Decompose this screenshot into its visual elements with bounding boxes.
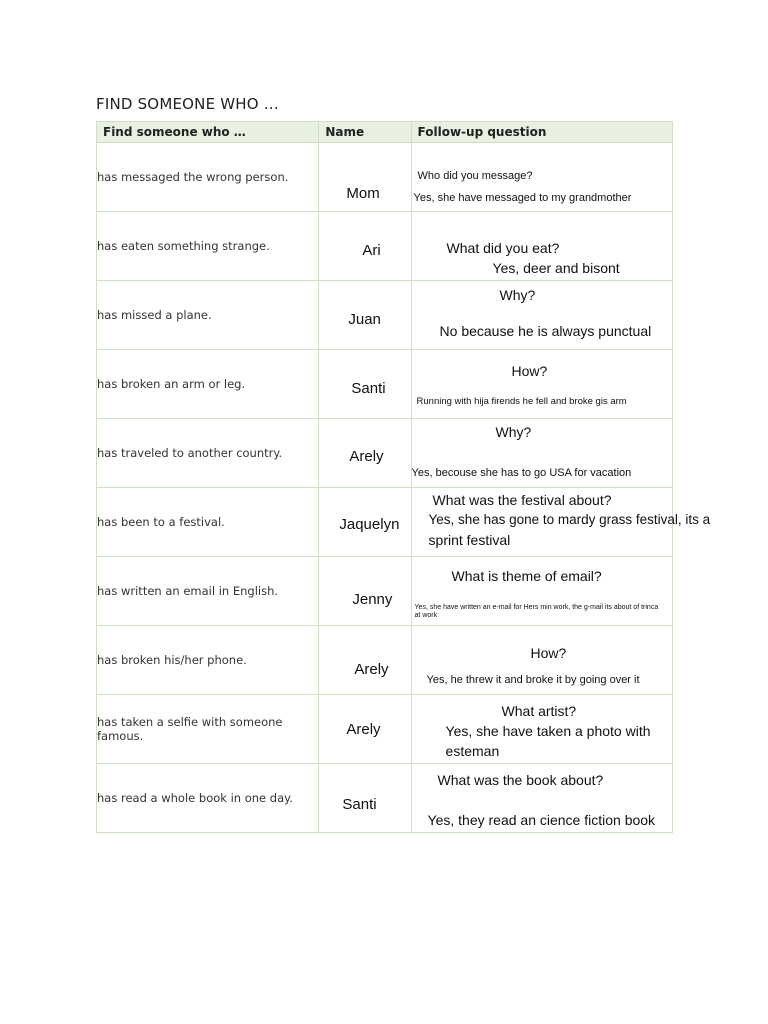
prompt-cell: has traveled to another country.	[97, 419, 319, 488]
name-value: Mom	[346, 185, 380, 202]
name-cell	[319, 212, 411, 281]
table-row	[97, 281, 673, 350]
followup-cell	[411, 557, 672, 626]
followup-cell	[411, 212, 672, 281]
followup-question: Who did you message?	[417, 170, 533, 182]
table-row	[97, 557, 673, 626]
followup-answer: No because he is always punctual	[439, 323, 652, 339]
followup-answer-line2: esteman	[445, 743, 500, 759]
table-row	[97, 695, 673, 764]
table-row	[97, 212, 673, 281]
name-cell	[319, 557, 411, 626]
followup-answer: Running with hija firends he fell and broke gis arm	[416, 396, 627, 407]
followup-answer: Yes, deer and bisont	[492, 260, 620, 276]
find-someone-table	[96, 121, 711, 833]
name-cell	[319, 626, 411, 695]
followup-question: What was the book about?	[437, 772, 604, 788]
column-header-prompt: Find someone who …	[97, 122, 319, 143]
followup-answer: Yes, she have messaged to my grandmother	[413, 192, 632, 204]
followup-question: What was the festival about?	[432, 492, 612, 508]
prompt-cell: has read a whole book in one day.	[97, 764, 319, 833]
prompt-cell: has been to a festival.	[97, 488, 319, 557]
table-row	[97, 419, 673, 488]
followup-cell	[411, 281, 672, 350]
name-cell	[319, 143, 411, 212]
name-value: Arely	[354, 661, 389, 678]
followup-answer: Yes, he threw it and broke it by going over it	[426, 674, 640, 686]
name-value: Jaquelyn	[339, 516, 400, 533]
followup-question: How?	[511, 363, 548, 379]
table-row	[97, 488, 673, 557]
followup-cell	[411, 626, 672, 695]
prompt-cell: has eaten something strange.	[97, 212, 319, 281]
prompt-cell: has broken an arm or leg.	[97, 350, 319, 419]
worksheet-title: FIND SOMEONE WHO …	[96, 95, 279, 113]
followup-question: What artist?	[501, 703, 577, 719]
name-value: Santi	[351, 380, 386, 397]
column-header-followup: Follow-up question	[411, 122, 672, 143]
name-value: Juan	[348, 311, 381, 328]
table-row	[97, 143, 673, 212]
name-value: Jenny	[352, 591, 393, 608]
name-cell	[319, 281, 411, 350]
followup-answer-line1: Yes, she have taken a photo with	[445, 723, 651, 739]
prompt-cell: has written an email in English.	[97, 557, 319, 626]
prompt-cell: has missed a plane.	[97, 281, 319, 350]
followup-answer: Yes, becouse she has to go USA for vacation	[411, 467, 632, 479]
name-cell	[319, 695, 411, 764]
followup-question: What did you eat?	[446, 240, 560, 256]
followup-cell	[411, 419, 672, 488]
followup-answer: Yes, they read an cience fiction book	[427, 812, 656, 828]
name-cell	[319, 419, 411, 488]
followup-answer: Yes, she have written an e-mail for Hers min work, the g-mail its about of trinca at work	[414, 604, 659, 619]
followup-question: Why?	[499, 287, 536, 303]
followup-answer-line1: Yes, she has gone to mardy grass festival, its a	[428, 512, 711, 527]
followup-cell	[411, 350, 672, 419]
prompt-cell: has taken a selfie with someone famous.	[97, 695, 319, 764]
name-value: Santi	[342, 796, 377, 813]
name-cell	[319, 488, 411, 557]
followup-cell	[411, 143, 672, 212]
table-row	[97, 350, 673, 419]
table-header-row	[97, 122, 673, 143]
followup-cell	[411, 488, 711, 557]
column-header-name: Name	[319, 122, 411, 143]
name-value: Arely	[346, 721, 381, 738]
name-value: Ari	[362, 242, 381, 259]
table-row	[97, 764, 673, 833]
prompt-cell: has messaged the wrong person.	[97, 143, 319, 212]
followup-question: Why?	[495, 424, 532, 440]
followup-cell	[411, 764, 672, 833]
name-cell	[319, 764, 411, 833]
name-value: Arely	[349, 448, 384, 465]
followup-answer-line2: sprint festival	[428, 532, 511, 548]
followup-question: How?	[530, 645, 567, 661]
followup-cell	[411, 695, 672, 764]
followup-question: What is theme of email?	[451, 568, 602, 584]
prompt-cell: has broken his/her phone.	[97, 626, 319, 695]
table-row	[97, 626, 673, 695]
name-cell	[319, 350, 411, 419]
